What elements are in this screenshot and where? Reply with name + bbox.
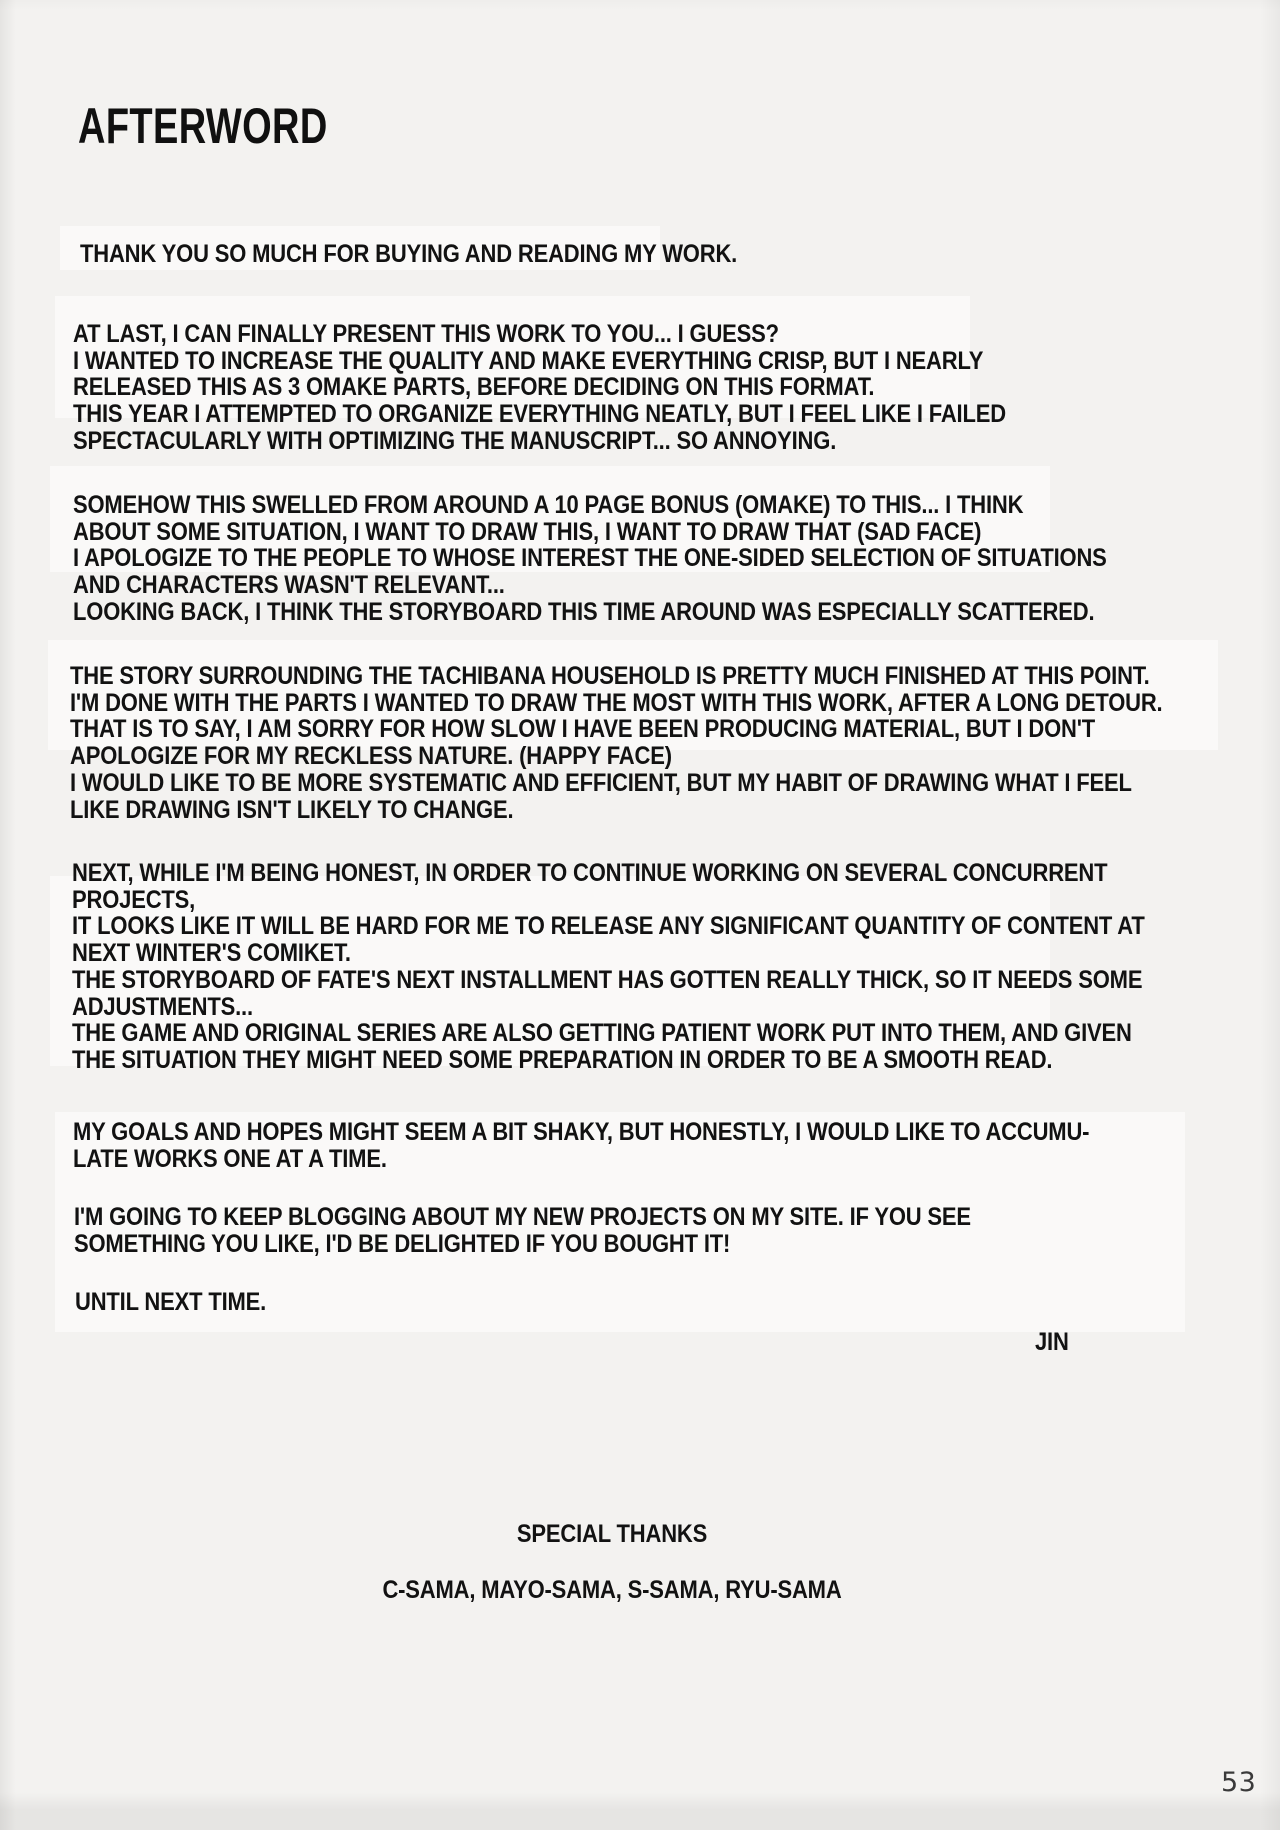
text-line: SPECTACULARLY WITH OPTIMIZING THE MANUSCRIPT... SO ANNOYING.: [73, 426, 837, 455]
afterword-paragraph: [72, 860, 1145, 1074]
text-line: I APOLOGIZE TO THE PEOPLE TO WHOSE INTEREST THE ONE-SIDED SELECTION OF SITUATIONS: [73, 544, 1107, 573]
afterword-paragraph: [80, 241, 737, 268]
text-line: THANK YOU SO MUCH FOR BUYING AND READING MY WORK.: [80, 240, 738, 268]
text-line: LATE WORKS ONE AT A TIME.: [73, 1144, 387, 1173]
text-line: I'M GOING TO KEEP BLOGGING ABOUT MY NEW PROJECTS ON MY SITE. IF YOU SEE: [74, 1203, 971, 1231]
text-line: NEXT WINTER'S COMIKET.: [72, 939, 351, 968]
text-line: IT LOOKS LIKE IT WILL BE HARD FOR ME TO RELEASE ANY SIGNIFICANT QUANTITY OF CONTENT AT: [72, 912, 1145, 941]
afterword-paragraph: [74, 1204, 971, 1257]
text-line: AT LAST, I CAN FINALLY PRESENT THIS WORK TO YOU... I GUESS?: [73, 320, 779, 348]
text-line: THE SITUATION THEY MIGHT NEED SOME PREPARATION IN ORDER TO BE A SMOOTH READ.: [72, 1045, 1053, 1074]
text-line: RELEASED THIS AS 3 OMAKE PARTS, BEFORE DECIDING ON THIS FORMAT.: [73, 373, 875, 402]
text-line: AND CHARACTERS WASN'T RELEVANT...: [73, 571, 505, 600]
afterword-paragraph: [73, 1119, 1089, 1172]
afterword-paragraph: [75, 1289, 266, 1316]
text-line: MY GOALS AND HOPES MIGHT SEEM A BIT SHAKY, BUT HONESTLY, I WOULD LIKE TO ACCUMU-: [73, 1118, 1090, 1146]
text-line: I'M DONE WITH THE PARTS I WANTED TO DRAW THE MOST WITH THIS WORK, AFTER A LONG DETOUR.: [70, 688, 1163, 717]
text-line: THAT IS TO SAY, I AM SORRY FOR HOW SLOW I HAVE BEEN PRODUCING MATERIAL, BUT I DON'T: [70, 715, 1096, 744]
afterword-paragraph: [70, 663, 1162, 823]
text-line: LOOKING BACK, I THINK THE STORYBOARD THIS TIME AROUND WAS ESPECIALLY SCATTERED.: [73, 597, 1095, 626]
special-thanks-heading: SPECIAL THANKS: [516, 1520, 708, 1548]
text-line: I WANTED TO INCREASE THE QUALITY AND MAKE EVERYTHING CRISP, BUT I NEARLY: [73, 346, 984, 375]
text-line: THE STORY SURROUNDING THE TACHIBANA HOUSEHOLD IS PRETTY MUCH FINISHED AT THIS POINT.: [70, 662, 1150, 690]
text-line: ADJUSTMENTS...: [72, 992, 253, 1021]
page-number: 53: [1221, 1767, 1257, 1798]
text-line: LIKE DRAWING ISN'T LIKELY TO CHANGE.: [70, 795, 514, 824]
text-line: SOMEHOW THIS SWELLED FROM AROUND A 10 PAGE BONUS (OMAKE) TO THIS... I THINK: [73, 491, 1024, 519]
special-thanks-names: C-SAMA, MAYO-SAMA, S-SAMA, RYU-SAMA: [382, 1576, 842, 1604]
text-line: THIS YEAR I ATTEMPTED TO ORGANIZE EVERYTHING NEATLY, BUT I FEEL LIKE I FAILED: [73, 400, 1006, 429]
text-line: NEXT, WHILE I'M BEING HONEST, IN ORDER TO CONTINUE WORKING ON SEVERAL CONCURRENT: [72, 859, 1108, 887]
text-line: ABOUT SOME SITUATION, I WANT TO DRAW THIS, I WANT TO DRAW THAT (SAD FACE): [73, 517, 982, 546]
text-line: UNTIL NEXT TIME.: [75, 1288, 267, 1316]
text-line: THE STORYBOARD OF FATE'S NEXT INSTALLMENT HAS GOTTEN REALLY THICK, SO IT NEEDS SOME: [72, 965, 1143, 994]
text-line: SOMETHING YOU LIKE, I'D BE DELIGHTED IF YOU BOUGHT IT!: [74, 1229, 731, 1258]
afterword-paragraph: [73, 492, 1107, 626]
text-line: PROJECTS,: [72, 885, 196, 914]
text-line: I WOULD LIKE TO BE MORE SYSTEMATIC AND EFFICIENT, BUT MY HABIT OF DRAWING WHAT I FEEL: [70, 768, 1132, 797]
afterword-paragraph: [73, 321, 1006, 455]
text-line: THE GAME AND ORIGINAL SERIES ARE ALSO GETTING PATIENT WORK PUT INTO THEM, AND GIVEN: [72, 1019, 1132, 1048]
page-title: AFTERWORD: [78, 98, 328, 154]
author-signature: JIN: [1035, 1328, 1069, 1356]
text-line: APOLOGIZE FOR MY RECKLESS NATURE. (HAPPY FACE): [70, 742, 672, 771]
